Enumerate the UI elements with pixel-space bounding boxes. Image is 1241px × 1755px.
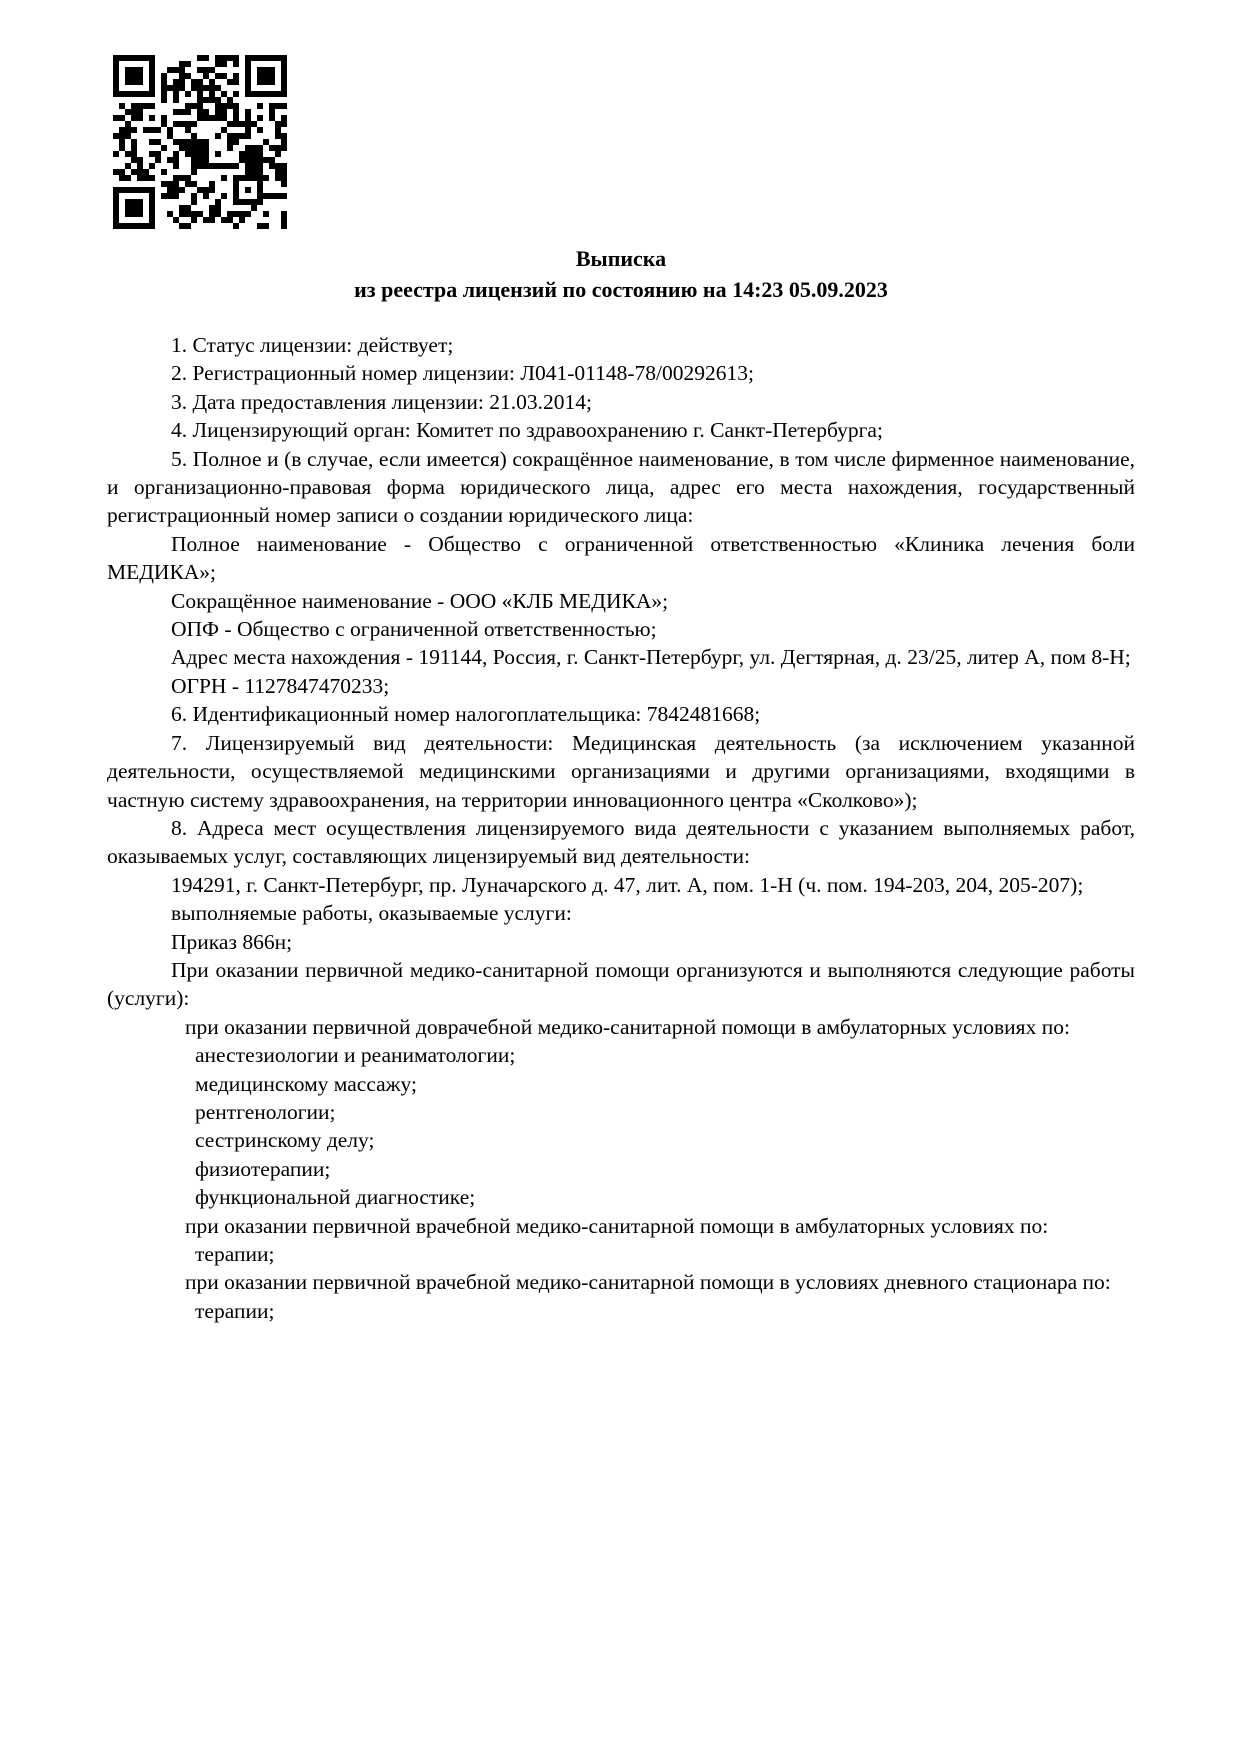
document-content (107, 243, 1135, 1325)
qr-code (113, 55, 287, 229)
para-order-866n: Приказ 866н; (171, 929, 293, 954)
para-works-services-label: выполняемые работы, оказываемые услуги: (171, 901, 572, 926)
para-service-physiotherapy: физиотерапии; (195, 1156, 331, 1181)
para-activity-addresses-heading: 8. Адреса мест осуществления лицензируемого вида деятельности с указанием выполняемых работ, оказываемых услуг, составляющих лицензируемый вид деятельности: (107, 815, 1135, 869)
para-ogrn: ОГРН - 1127847470233; (171, 673, 390, 698)
para-address: Адрес места нахождения - 191144, Россия, г. Санкт-Петербург, ул. Дегтярная, д. 23/25, литер А, пом 8-Н; (171, 645, 1131, 670)
title-line-2: из реестра лицензий по состоянию на 14:23 05.09.2023 (354, 277, 888, 302)
document-title (107, 243, 1135, 305)
para-primary-care-intro: При оказании первичной медико-санитарной помощи организуются и выполняются следующие работы (услуги): (107, 957, 1135, 1011)
para-license-reg-number: 2. Регистрационный номер лицензии: Л041-01148-78/00292613; (171, 361, 754, 386)
para-license-status: 1. Статус лицензии: действует; (171, 333, 454, 357)
para-activity-address: 194291, г. Санкт-Петербург, пр. Луначарского д. 47, лит. А, пом. 1-Н (ч. пом. 194-203, 204, 205-207); (171, 872, 1084, 897)
para-service-therapy-day-hospital: терапии; (195, 1298, 275, 1323)
para-service-massage: медицинскому массажу; (195, 1071, 417, 1096)
document-body (107, 331, 1135, 1325)
para-pre-medical-care: при оказании первичной доврачебной медико-санитарной помощи в амбулаторных условиях по: (185, 1014, 1070, 1039)
para-medical-care-day-hospital: при оказании первичной врачебной медико-санитарной помощи в условиях дневного стационара по: (185, 1270, 1111, 1295)
title-line-1: Выписка (575, 246, 667, 271)
para-service-nursing: сестринскому делу; (195, 1128, 375, 1153)
para-service-radiology: рентгенологии; (195, 1099, 336, 1124)
para-medical-care-outpatient: при оказании первичной врачебной медико-санитарной помощи в амбулаторных условиях по: (185, 1213, 1049, 1238)
para-service-functional-diagnostics: функциональной диагностике; (195, 1185, 476, 1210)
para-service-anesthesiology: анестезиологии и реаниматологии; (195, 1043, 516, 1068)
para-opf: ОПФ - Общество с ограниченной ответственностью; (171, 617, 657, 642)
para-full-name: Полное наименование - Общество с ограниченной ответственностью «Клиника лечения боли МЕДИКА»; (107, 531, 1135, 585)
para-name-section-heading: 5. Полное и (в случае, если имеется) сокращённое наименование, в том числе фирменное наименование, и организационно-правовая форма юридического лица, адрес его места нахождения, государственный регистрационный номер записи о создании юридического лица: (107, 446, 1135, 528)
para-license-grant-date: 3. Дата предоставления лицензии: 21.03.2014; (171, 389, 592, 414)
para-service-therapy-outpatient: терапии; (195, 1242, 275, 1266)
para-inn: 6. Идентификационный номер налогоплательщика: 7842481668; (171, 702, 761, 727)
para-licensing-authority: 4. Лицензирующий орган: Комитет по здравоохранению г. Санкт-Петербурга; (171, 418, 883, 443)
para-licensed-activity: 7. Лицензируемый вид деятельности: Медицинская деятельность (за исключением указанной деятельности, осуществляемой медицинскими организациями и другими организациями, входящими в частную систему здравоохранения, на территории инновационного центра «Сколково»); (107, 730, 1135, 812)
para-short-name: Сокращённое наименование - ООО «КЛБ МЕДИКА»; (171, 588, 669, 613)
